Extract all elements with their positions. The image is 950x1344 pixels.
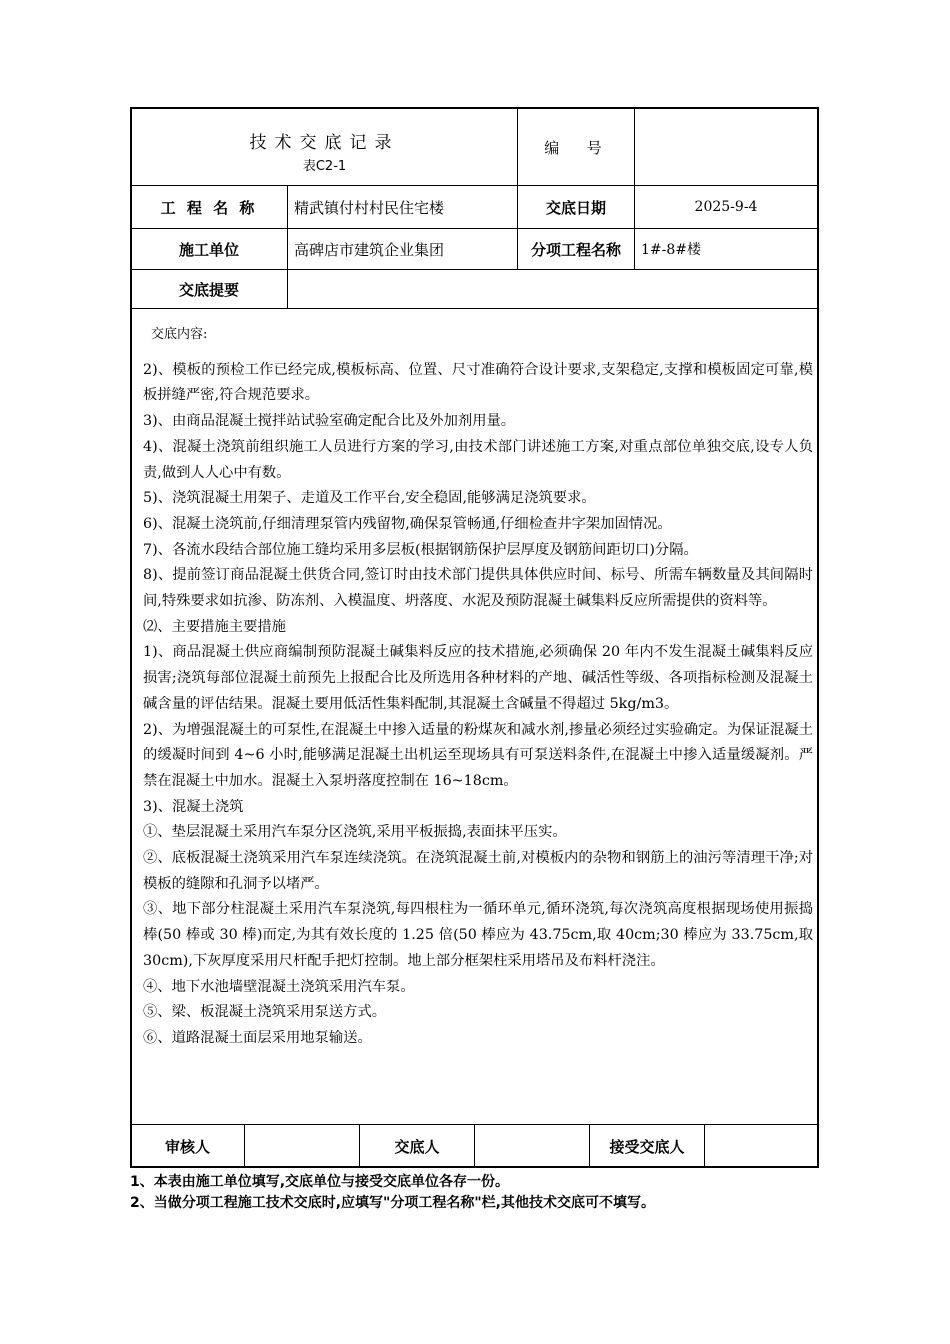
content-paragraph: 2)、为增强混凝土的可泵性,在混凝土中掺入适量的粉煤灰和减水剂,掺量必须经过实验确定。为保证混凝土的缓凝时间到 4~6 小时,能够满足混凝土出机运至现场具有可泵送料条件,在混凝土中掺入适量缓凝剂。严禁在混凝土中加水。混凝土入泵坍落度控制在 16~18cm。 xyxy=(143,721,813,789)
content-paragraph: 1)、商品混凝土供应商编制预防混凝土碱集料反应的技术措施,必须确保 20 年内不发生混凝土碱集料反应损害;浇筑每部位混凝土前预先上报配合比及所选用各种材料的产地、碱活性等级、各项指标检测及混凝土碱含量的评估结果。混凝土要用低活性集料配制,其混凝土含碱量不得超过 5kg/m3。 xyxy=(143,644,813,712)
disclosure-date-value[interactable]: 2025-9-4 xyxy=(694,199,758,215)
form-code: 表C2-1 xyxy=(302,159,347,174)
content-paragraph: 4)、混凝土浇筑前组织施工人员进行方案的学习,由技术部门讲述施工方案,对重点部位单独交底,设专人负责,做到人人心中有数。 xyxy=(143,438,813,481)
content-paragraph: ①、垫层混凝土采用汽车泵分区浇筑,采用平板振捣,表面抹平压实。 xyxy=(143,824,567,841)
summary-value[interactable] xyxy=(288,270,817,308)
disclosure-date-label: 交底日期 xyxy=(545,198,606,217)
number-value[interactable] xyxy=(635,109,817,185)
construction-unit-value[interactable]: 高碑店市建筑企业集团 xyxy=(294,240,445,259)
content-paragraph: ②、底板混凝土浇筑采用汽车泵连续浇筑。在浇筑混凝土前,对模板内的杂物和钢筋上的油污等清理干净;对模板的缝隙和孔洞予以堵严。 xyxy=(143,850,813,892)
content-paragraph: ⑥、道路混凝土面层采用地泵输送。 xyxy=(143,1029,372,1046)
discloser-signature[interactable] xyxy=(475,1125,589,1167)
form-notes xyxy=(130,1172,655,1214)
note-item: 2、当做分项工程施工技术交底时,应填写"分项工程名称"栏,其他技术交底可不填写。 xyxy=(130,1195,655,1211)
content-paragraph: 7)、各流水段结合部位施工缝均采用多层板(根据钢筋保护层厚度及钢筋间距切口)分隔。 xyxy=(143,541,698,558)
content-paragraph: 5)、浇筑混凝土用架子、走道及工作平台,安全稳固,能够满足浇筑要求。 xyxy=(143,490,596,507)
content-paragraph: 6)、混凝土浇筑前,仔细清理泵管内残留物,确保泵管畅通,仔细检查井字架加固情况。 xyxy=(143,515,672,532)
number-label: 编 号 xyxy=(544,138,608,157)
form-title-block xyxy=(132,128,517,174)
discloser-label: 交底人 xyxy=(394,1137,440,1156)
subproject-name-value[interactable]: 1#-8#楼 xyxy=(641,242,702,258)
content-paragraph: ⑵、主要措施主要措施 xyxy=(143,618,286,635)
project-name-value[interactable]: 精武镇付村村民住宅楼 xyxy=(294,198,445,217)
reviewer-label: 审核人 xyxy=(164,1137,210,1156)
construction-unit-label: 施工单位 xyxy=(178,240,239,259)
reviewer-signature[interactable] xyxy=(245,1125,359,1167)
receiver-signature[interactable] xyxy=(705,1125,817,1167)
form-title: 技术交底记录 xyxy=(249,133,400,153)
content-intro: 交底内容: xyxy=(151,327,208,342)
content-paragraph: 3)、由商品混凝土搅拌站试验室确定配合比及外加剂用量。 xyxy=(143,413,516,430)
content-paragraph: ③、地下部分柱混凝土采用汽车泵浇筑,每四根柱为一循环单元,循环浇筑,每次浇筑高度根据现场使用振捣棒(50 棒或 30 棒)而定,为其有效长度的 1.25 倍(50 棒应为 43.75cm,取 40cm;30 棒应为 33.75cm,取 30cm),下灰厚度采用尺杆配手把灯控制。地上部分框架柱采用塔吊及布料杆浇注。 xyxy=(143,901,813,969)
content-paragraph: ⑤、梁、板混凝土浇筑采用泵送方式。 xyxy=(143,1004,387,1021)
row-divider xyxy=(131,308,818,309)
content-paragraph: 2)、模板的预检工作已经完成,模板标高、位置、尺寸准确符合设计要求,支架稳定,支撑和模板固定可靠,模板拼缝严密,符合规范要求。 xyxy=(143,361,813,404)
subproject-name-label: 分项工程名称 xyxy=(530,240,621,259)
content-paragraph: 8)、提前签订商品混凝土供货合同,签订时由技术部门提供具体供应时间、标号、所需车辆数量及其间隔时间,特殊要求如抗渗、防冻剂、入模温度、坍落度、水泥及预防混凝土碱集料反应所需提供的资料等。 xyxy=(143,567,813,610)
content-paragraph: 3)、混凝土浇筑 xyxy=(143,798,244,815)
note-item: 1、本表由施工单位填写,交底单位与接受交底单位各存一份。 xyxy=(130,1174,510,1190)
project-name-label: 工 程 名 称 xyxy=(160,198,258,217)
receiver-label: 接受交底人 xyxy=(609,1137,685,1156)
summary-label: 交底提要 xyxy=(178,280,239,299)
disclosure-content xyxy=(143,322,813,1052)
content-paragraph: ④、地下水池墙壁混凝土浇筑采用汽车泵。 xyxy=(143,978,415,995)
